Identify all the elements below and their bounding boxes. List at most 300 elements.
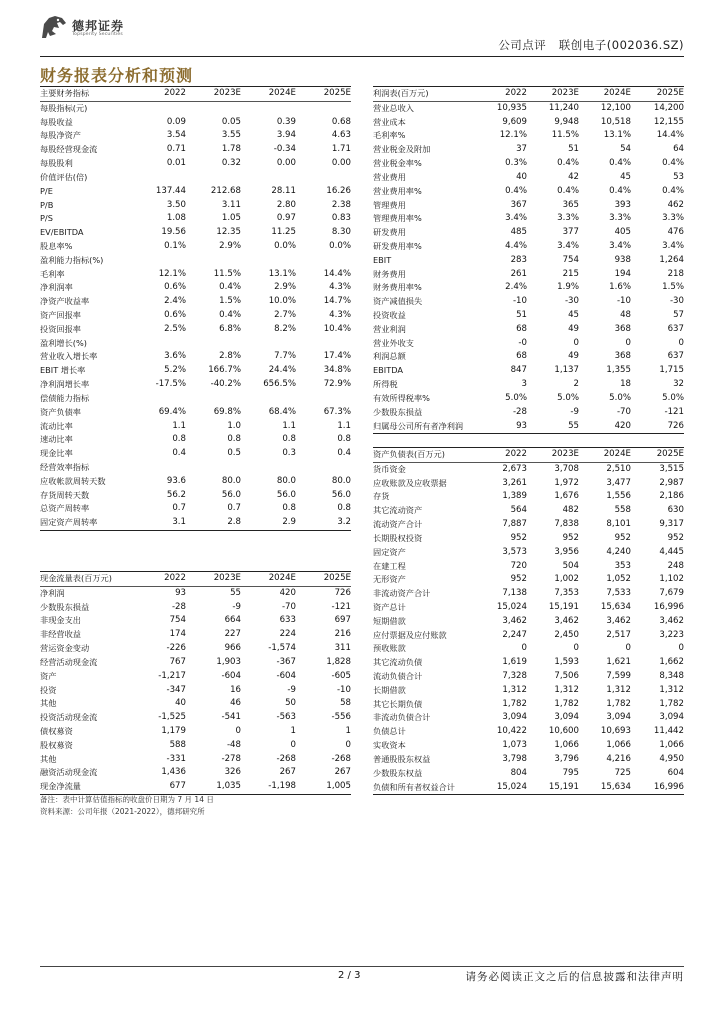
table-row: [373, 116, 684, 130]
value-cell: 45: [568, 310, 579, 320]
value-cell: 952: [667, 532, 684, 543]
value-cell: 10.4%: [323, 323, 351, 334]
value-cell: 2.5%: [164, 323, 186, 334]
page-title: 财务报表分析和预测: [40, 66, 194, 85]
note-source: 资料来源：公司年报（2021-2022），德邦研究所: [40, 807, 205, 816]
value-cell: 938: [614, 254, 631, 265]
value-cell: 3.50: [166, 199, 186, 210]
value-cell: 2.80: [276, 199, 296, 210]
table-row: [373, 767, 684, 781]
value-cell: 1,102: [659, 574, 684, 585]
value-cell: 0.4%: [662, 158, 684, 169]
value-cell: 1,066: [606, 740, 631, 751]
value-cell: 10,693: [600, 726, 631, 737]
value-cell: 67.3%: [323, 406, 351, 417]
row-label: 盈利增长(%): [40, 337, 87, 348]
table-row: [373, 532, 684, 546]
value-cell: 2.9: [241, 516, 296, 530]
value-cell: 0.68: [331, 116, 351, 127]
row-label: 现金比率: [40, 448, 73, 459]
value-cell: 0.4%: [557, 158, 579, 169]
table-row: [373, 226, 684, 240]
row-label: 应收账款及应收票据: [373, 477, 447, 488]
value-cell: 1,389: [502, 491, 527, 502]
value-cell: 24.4%: [268, 365, 296, 376]
value-cell: 42: [568, 171, 579, 182]
value-cell: 10.0%: [268, 296, 296, 307]
value-cell: 7,506: [554, 671, 579, 681]
row-label: 研发费用: [373, 227, 406, 238]
value-cell: 174: [169, 629, 186, 640]
value-cell: 7,838: [554, 519, 579, 530]
value-cell: 19.56: [161, 227, 186, 238]
table-row: [40, 502, 351, 516]
value-cell: 15,191: [548, 601, 579, 612]
value-cell: 0: [290, 739, 296, 750]
value-cell: 11.5%: [551, 130, 579, 141]
table-row: [373, 171, 684, 185]
balance-sheet-grid: [373, 447, 684, 795]
table-row: [40, 116, 351, 130]
row-label: 应收帐款周转天数: [40, 475, 106, 486]
value-cell: 4.3%: [329, 282, 351, 293]
value-cell: 1.5%: [219, 296, 241, 307]
value-cell: 14.4%: [656, 130, 684, 141]
row-label: 盈利能力指标(%): [40, 254, 104, 265]
row-label: 无形资产: [373, 574, 406, 585]
value-cell: 311: [334, 643, 351, 654]
value-cell: 14.7%: [323, 296, 351, 307]
value-cell: 0.8: [282, 434, 296, 445]
row-label: 财务费用: [373, 268, 406, 279]
value-cell: [296, 101, 351, 115]
value-cell: 50: [285, 698, 296, 709]
row-label: 其它流动资产: [373, 505, 423, 516]
table-row: [40, 268, 351, 282]
value-cell: 3.55: [221, 130, 241, 141]
table-row: [373, 212, 684, 226]
value-cell: 3.11: [221, 199, 241, 210]
row-label: 速动比率: [40, 434, 73, 445]
value-cell: 224: [279, 629, 296, 640]
table-row: [40, 725, 351, 739]
row-label: 预收账款: [373, 643, 406, 654]
value-cell: 3,462: [502, 615, 527, 626]
value-cell: 15,634: [579, 781, 631, 795]
row-label: 负债总计: [373, 726, 406, 737]
value-cell: 0.6%: [164, 310, 186, 320]
value-cell: 1.1: [282, 420, 296, 431]
row-label: 每股经营现金流: [40, 144, 98, 155]
value-cell: 725: [614, 767, 631, 778]
row-label: 非现金支出: [40, 615, 81, 626]
value-cell: 0.3%: [505, 158, 527, 169]
table-row: [40, 392, 351, 406]
value-cell: 2024E: [241, 87, 296, 102]
table-row: [40, 240, 351, 254]
value-cell: 1,676: [554, 491, 579, 502]
value-cell: 267: [334, 767, 351, 778]
value-cell: 0: [235, 725, 241, 736]
value-cell: -9: [570, 406, 579, 417]
value-cell: 10,935: [496, 102, 527, 113]
table-row: [373, 295, 684, 309]
value-cell: [296, 254, 351, 268]
value-cell: 2: [573, 379, 579, 390]
value-cell: 7,887: [502, 519, 527, 530]
value-cell: 2025E: [631, 87, 684, 102]
value-cell: [186, 337, 241, 351]
value-cell: 56.2: [166, 489, 186, 500]
value-cell: 1,035: [186, 780, 241, 794]
value-cell: 0.00: [331, 158, 351, 169]
value-cell: -48: [226, 739, 241, 750]
value-cell: 1,312: [659, 684, 684, 695]
value-cell: 637: [667, 351, 684, 362]
row-label: 非经营收益: [40, 629, 81, 640]
value-cell: 7,679: [659, 588, 684, 599]
value-cell: 9,317: [659, 519, 684, 530]
value-cell: 53: [673, 171, 684, 182]
table-row: [40, 614, 351, 628]
table-row: [40, 461, 351, 475]
value-cell: -28: [171, 601, 186, 612]
table-row: [373, 143, 684, 157]
table-row: [40, 323, 351, 337]
table-row: [40, 516, 351, 530]
value-cell: 1.9%: [557, 282, 579, 293]
row-label: 资产负债率: [40, 406, 81, 417]
value-cell: 58: [340, 698, 351, 709]
value-cell: 1.0: [227, 420, 241, 431]
value-cell: 1,002: [554, 574, 579, 585]
value-cell: 0.4: [337, 448, 351, 459]
table-row: [373, 406, 684, 420]
footer-divider: [40, 966, 684, 967]
value-cell: 1.71: [331, 144, 351, 155]
value-cell: 2022: [473, 448, 527, 463]
row-label: 其它长期负债: [373, 698, 423, 709]
value-cell: 80.0: [221, 475, 241, 486]
value-cell: 0.09: [166, 116, 186, 127]
table-row: [373, 698, 684, 712]
value-cell: 4.63: [331, 130, 351, 141]
table-row: [40, 254, 351, 268]
value-cell: 28.11: [271, 185, 296, 196]
value-cell: 3,708: [554, 463, 579, 474]
value-cell: 0.0%: [274, 240, 296, 251]
value-cell: 3.94: [276, 130, 296, 141]
value-cell: [186, 101, 241, 115]
value-cell: 4,240: [606, 546, 631, 557]
value-cell: 3,573: [502, 546, 527, 557]
value-cell: -541: [221, 712, 241, 723]
table-row: [373, 725, 684, 739]
value-cell: 604: [667, 767, 684, 778]
value-cell: 3.4%: [505, 213, 527, 224]
value-cell: 15,024: [473, 781, 527, 795]
value-cell: 0.3: [282, 448, 296, 459]
value-cell: 216: [334, 629, 351, 640]
row-label: 每股股利: [40, 158, 73, 169]
row-label: 固定资产: [373, 546, 406, 557]
value-cell: 0.05: [221, 116, 241, 127]
row-label: 投资收益: [373, 310, 406, 320]
value-cell: 2,987: [659, 477, 684, 488]
value-cell: 0.8: [227, 434, 241, 445]
value-cell: 0.4%: [662, 185, 684, 196]
value-cell: 952: [510, 532, 527, 543]
value-cell: 365: [562, 199, 579, 210]
value-cell: 8.30: [331, 227, 351, 238]
value-cell: -563: [276, 712, 296, 723]
value-cell: 2023E: [527, 448, 579, 463]
table-row: [373, 337, 684, 351]
value-cell: 326: [224, 767, 241, 778]
value-cell: [296, 392, 351, 406]
value-cell: 795: [562, 767, 579, 778]
value-cell: 0: [625, 643, 631, 654]
table-row: [40, 711, 351, 725]
value-cell: 2023E: [186, 87, 241, 102]
value-cell: 656.5%: [263, 379, 296, 390]
value-cell: 952: [510, 574, 527, 585]
value-cell: 0.97: [276, 213, 296, 224]
row-label: 少数股东损益: [373, 406, 423, 417]
table-row: [40, 601, 351, 615]
value-cell: 0.4%: [219, 282, 241, 293]
table-row: [373, 309, 684, 323]
value-cell: [128, 171, 186, 185]
table-row: [40, 739, 351, 753]
value-cell: 3,094: [502, 712, 527, 723]
row-label: 营业收入增长率: [40, 351, 98, 362]
row-label: 每股收益: [40, 116, 73, 127]
value-cell: 2,673: [502, 463, 527, 474]
value-cell: 55: [527, 420, 579, 434]
row-label: 融资活动现金流: [40, 767, 98, 778]
row-label: 管理费用: [373, 199, 406, 210]
value-cell: 367: [510, 199, 527, 210]
value-cell: 420: [579, 420, 631, 434]
value-cell: 5.0%: [557, 392, 579, 403]
value-cell: 2,510: [606, 463, 631, 474]
row-label: 净利润增长率: [40, 379, 90, 390]
value-cell: -30: [564, 296, 579, 307]
value-cell: -121: [331, 601, 351, 612]
value-cell: 0.71: [166, 144, 186, 155]
value-cell: [296, 171, 351, 185]
row-label: 非流动负债合计: [373, 712, 431, 723]
table-row: [40, 684, 351, 698]
value-cell: -268: [276, 753, 296, 764]
value-cell: 40: [175, 698, 186, 709]
value-cell: 261: [510, 268, 527, 279]
value-cell: 0.4%: [609, 158, 631, 169]
row-label: 货币资金: [373, 463, 406, 474]
row-label: 利润表(百万元): [373, 87, 473, 102]
value-cell: -30: [669, 296, 684, 307]
value-cell: [128, 392, 186, 406]
header-row: [40, 572, 351, 587]
table-row: [373, 504, 684, 518]
value-cell: -10: [616, 296, 631, 307]
value-cell: 1,179: [161, 725, 186, 736]
table-row: [40, 185, 351, 199]
table-row: [40, 420, 351, 434]
value-cell: 137.44: [155, 185, 186, 196]
row-label: 现金流量表(百万元): [40, 572, 128, 587]
disclaimer: 请务必阅读正文之后的信息披露和法律声明: [465, 971, 684, 983]
row-label: 营业费用率%: [373, 185, 422, 196]
row-label: 所得税: [373, 379, 398, 390]
row-label: 其它流动负债: [373, 657, 423, 668]
row-label: P/E: [40, 185, 53, 196]
value-cell: -367: [276, 656, 296, 667]
row-label: EBIT 增长率: [40, 365, 86, 376]
value-cell: 0.6%: [164, 282, 186, 293]
table-row: [373, 615, 684, 629]
value-cell: 54: [620, 144, 631, 155]
row-label: 投资活动现金流: [40, 712, 98, 723]
table-row: [40, 697, 351, 711]
value-cell: 3,094: [606, 712, 631, 723]
company-name: 联创电子: [558, 38, 607, 52]
value-cell: 3,223: [659, 629, 684, 640]
value-cell: -9: [232, 601, 241, 612]
value-cell: 1.6%: [609, 282, 631, 293]
value-cell: 49: [568, 323, 579, 334]
table-row: [40, 753, 351, 767]
value-cell: 3,261: [502, 477, 527, 488]
row-label: 毛利率%: [373, 130, 406, 141]
row-label: 其他: [40, 698, 57, 709]
value-cell: 1,312: [554, 684, 579, 695]
value-cell: 0.8: [282, 503, 296, 514]
value-cell: 248: [667, 560, 684, 571]
value-cell: -278: [221, 753, 241, 764]
brand-name: 德邦证券: [72, 19, 125, 33]
value-cell: 726: [334, 587, 351, 598]
cash-flow-table: [40, 571, 351, 795]
table-row: [40, 309, 351, 323]
header-row: [40, 87, 351, 102]
row-label: 非流动资产合计: [373, 588, 431, 599]
value-cell: 7.7%: [274, 351, 296, 362]
value-cell: 57: [673, 310, 684, 320]
table-notes: [40, 794, 214, 818]
value-cell: 16,996: [653, 601, 684, 612]
value-cell: [186, 392, 241, 406]
value-cell: 0: [573, 337, 579, 348]
value-cell: 2025E: [296, 87, 351, 102]
value-cell: 2023E: [527, 87, 579, 102]
row-label: 财务费用率%: [373, 282, 422, 293]
value-cell: 0: [678, 643, 684, 654]
header-divider: [40, 56, 684, 57]
row-label: 应付票据及应付账款: [373, 629, 447, 640]
value-cell: 952: [562, 532, 579, 543]
row-label: 净利润率: [40, 282, 73, 293]
value-cell: 267: [279, 767, 296, 778]
value-cell: 0.4%: [557, 185, 579, 196]
table-row: [373, 753, 684, 767]
row-label: 现金净流量: [40, 780, 128, 794]
value-cell: 80.0: [276, 475, 296, 486]
value-cell: 2022: [128, 572, 186, 587]
row-label: 负债和所有者权益合计: [373, 781, 473, 795]
value-cell: 564: [510, 505, 527, 516]
table-row: [40, 642, 351, 656]
value-cell: -1,525: [158, 712, 186, 723]
value-cell: 0: [521, 643, 527, 654]
row-label: 偿债能力指标: [40, 392, 90, 403]
brand-name-en: Topsperity Securities: [72, 32, 123, 37]
table-row: [40, 101, 351, 115]
value-cell: 11,442: [653, 726, 684, 737]
value-cell: 1,972: [554, 477, 579, 488]
value-cell: 3.3%: [662, 213, 684, 224]
row-label: 长期股权投资: [373, 532, 423, 543]
value-cell: 0.8: [172, 434, 186, 445]
report-type: 公司点评: [498, 38, 547, 52]
table-row: [373, 185, 684, 199]
header-row: [373, 448, 684, 463]
value-cell: 1,782: [659, 698, 684, 709]
value-cell: 1,593: [554, 657, 579, 668]
value-cell: 37: [516, 144, 527, 155]
value-cell: 2.7%: [274, 310, 296, 320]
value-cell: 677: [128, 780, 186, 794]
value-cell: 3.4%: [557, 240, 579, 251]
row-label: 净利润: [40, 587, 65, 598]
value-cell: 18: [620, 379, 631, 390]
row-label: 有效所得税率%: [373, 392, 430, 403]
value-cell: 68: [516, 323, 527, 334]
table-row: [373, 684, 684, 698]
value-cell: 8.2%: [274, 323, 296, 334]
value-cell: 0.4: [172, 448, 186, 459]
row-label: 经营活动现金流: [40, 656, 98, 667]
table-row: [373, 739, 684, 753]
value-cell: 9,609: [502, 116, 527, 127]
value-cell: 2,517: [606, 629, 631, 640]
value-cell: 368: [614, 351, 631, 362]
table-row: [373, 129, 684, 143]
value-cell: 13.1%: [268, 268, 296, 279]
row-label: 研发费用率%: [373, 240, 422, 251]
row-label: 存货周转天数: [40, 489, 90, 500]
value-cell: [241, 171, 296, 185]
value-cell: 45: [620, 171, 631, 182]
value-cell: 1,556: [606, 491, 631, 502]
row-label: 资产总计: [373, 601, 406, 612]
row-label: 实收资本: [373, 740, 406, 751]
table-row: [40, 489, 351, 503]
value-cell: 1,782: [606, 698, 631, 709]
value-cell: -10: [512, 296, 527, 307]
value-cell: -9: [287, 684, 296, 695]
row-label: 营业利润: [373, 323, 406, 334]
value-cell: 726: [631, 420, 684, 434]
value-cell: 10,422: [496, 726, 527, 737]
value-cell: [241, 254, 296, 268]
value-cell: 1,619: [502, 657, 527, 668]
value-cell: 3,094: [659, 712, 684, 723]
value-cell: 1,662: [659, 657, 684, 668]
table-row: [40, 780, 351, 794]
value-cell: 0: [678, 337, 684, 348]
